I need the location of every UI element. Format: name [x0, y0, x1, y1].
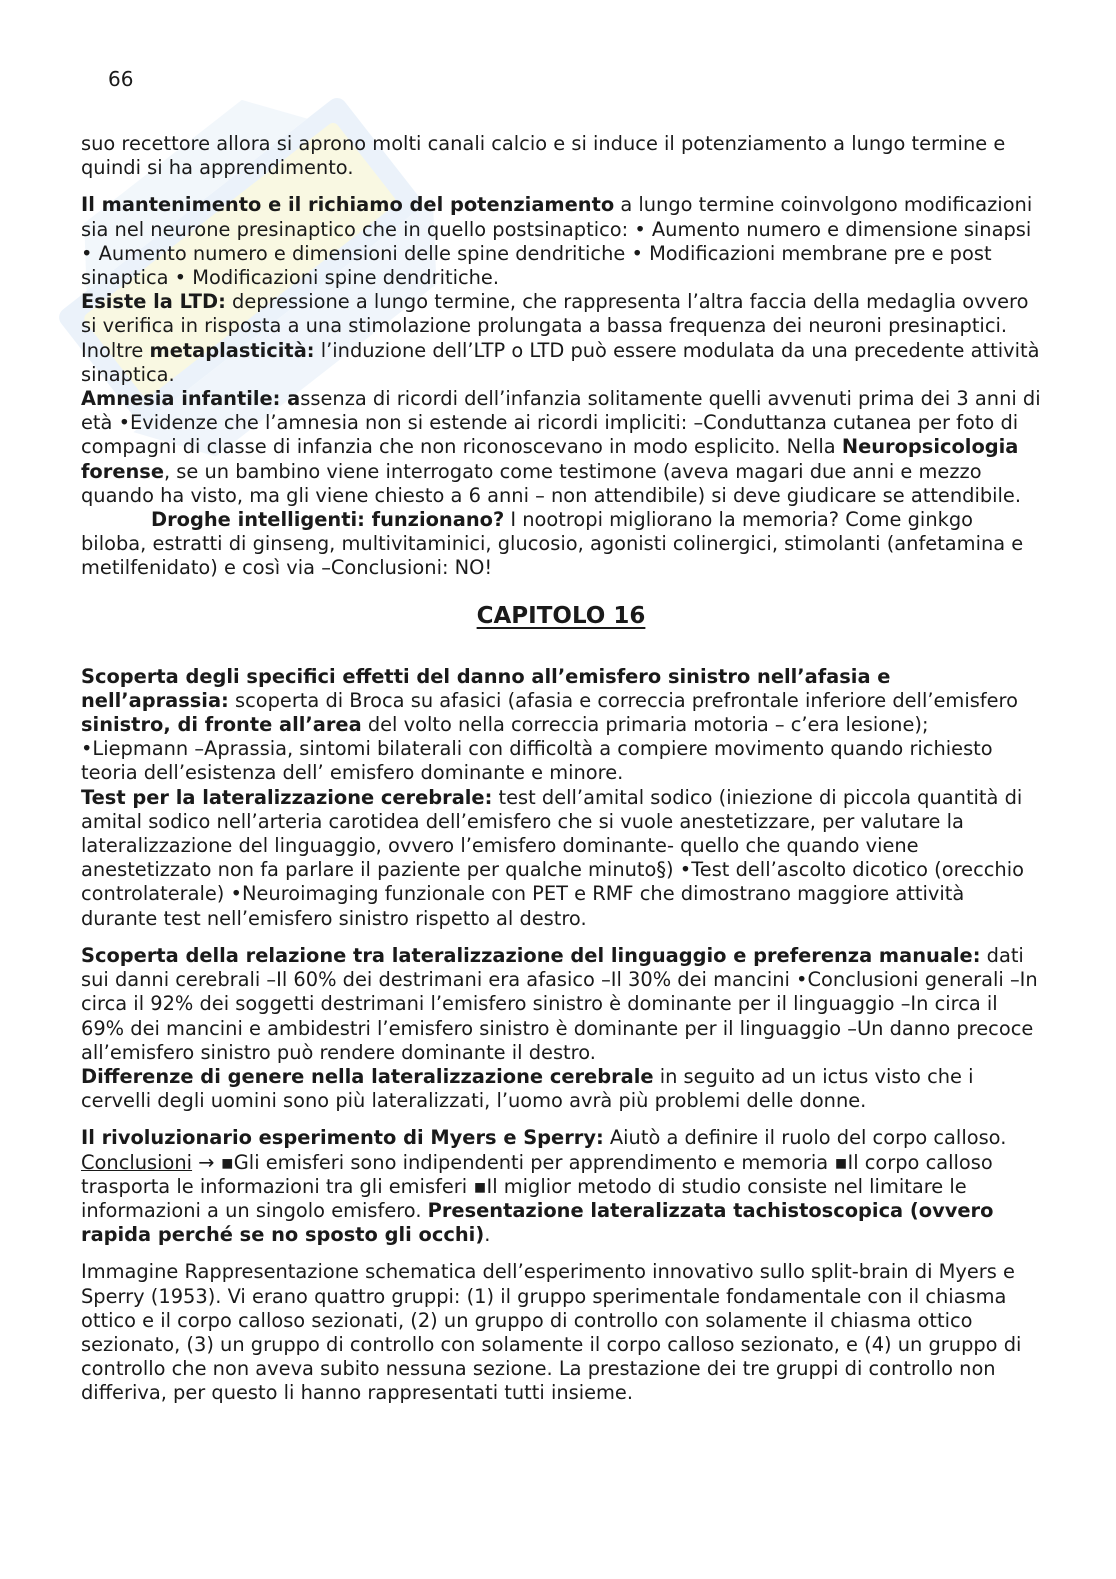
page-body	[81, 132, 1041, 1406]
paragraph-infantile-amnesia	[81, 387, 1041, 581]
bold-lead: Differenze di genere nella lateralizzazione cerebrale	[81, 1064, 654, 1088]
bold-lead: Il rivoluzionario esperimento di Myers e Sperry:	[81, 1126, 604, 1150]
bold-lead: Scoperta degli specifici effetti del danno all’emisfero sinistro nell’afasia e nell’aprassia:	[81, 664, 891, 712]
underlined-term: Conclusioni	[81, 1150, 193, 1174]
bold-term: Droghe intelligenti: funzionano?	[151, 508, 505, 532]
paragraph-text: a lungo termine coinvolgono modificazioni sia nel neurone presinaptico che in quello postsinaptico: • Aumento numero e dimensione sinapsi • Aumento numero e dimensioni delle spine dendritiche • Modificazioni membrane pre e post sinaptica • Modificazioni spine dendritiche.	[81, 193, 1033, 290]
paragraph-ltd	[81, 290, 1041, 387]
paragraph-maintenance	[81, 193, 1041, 290]
paragraph-text: ▪Gli emisferi sono indipendenti per apprendimento e memoria ▪Il corpo calloso trasporta le informazioni tra gli emisferi ▪Il miglior metodo di studio consiste nel limitare le informazioni a un singolo emisfero.	[81, 1150, 993, 1222]
paragraph-image-caption	[81, 1260, 1041, 1405]
paragraph-text: l’induzione dell’LTP o LTD può essere modulata da una precedente attività sinaptica.	[81, 338, 1040, 386]
bold-term: metaplasticità:	[149, 338, 315, 362]
paragraph-text: suo recettore allora si aprono molti canali calcio e si induce il potenziamento a lungo termine e quindi si ha apprendimento.	[81, 132, 1006, 180]
paragraph-text: I nootropi migliorano la memoria? Come ginkgo biloba, estratti di ginseng, multivitaminici, glucosio, agonisti colinergici, stimolanti (anfetamina e metilfenidato) e così via –Conclusioni: NO!	[81, 508, 1024, 580]
paragraph-text: test dell’amital sodico (iniezione di piccola quantità di amital sodico nell’arteria carotidea dell’emisfero che si vuole anestetizzare, per valutare la lateralizzazione del linguaggio, ovvero l’emisfero dominante- quello che quando viene anestetizzato non fa parlare il paziente per qualche minuto§) •Test dell’ascolto dicotico (orecchio controlaterale) •Neuroimaging funzionale con PET e RMF che dimostrano maggiore attività durante test nell’emisfero sinistro rispetto al destro.	[81, 785, 1024, 930]
paragraph-text: Immagine Rappresentazione schematica dell’esperimento innovativo sullo split-brain di Myers e Sperry (1953). Vi erano quattro gruppi: (1) il gruppo sperimentale fondamentale con il chiasma ottico e il corpo calloso sezionati, (2) un gruppo di controllo con solamente il chiasma ottico sezionato, (3) un gruppo di controllo con solamente il corpo calloso sezionato, e (4) un gruppo di controllo che non aveva subito nessuna sezione. La prestazione dei tre gruppi di controllo non differiva, per questo li hanno rappresentati tutti insieme.	[81, 1260, 1022, 1405]
paragraph-text: depressione a lungo termine, che rappresenta l’altra faccia della medaglia ovvero si verifica in risposta a una stimolazione prolungata a bassa frequenza dei neuroni presinaptici. Inoltre	[81, 290, 1029, 362]
paragraph-myers-sperry	[81, 1126, 1041, 1150]
paragraph-text: scoperta di Broca su afasici (afasia e correccia prefrontale inferiore dell’emisfero	[228, 688, 1018, 712]
arrow-icon: →	[192, 1150, 221, 1174]
bold-lead: Il mantenimento e il richiamo del potenziamento	[81, 193, 615, 217]
bold-term: sinistro, di fronte all’area	[81, 713, 362, 737]
paragraph-ltp-calcium	[81, 132, 1041, 180]
paragraph-text: dati sui danni cerebrali –Il 60% dei destrimani era afasico –Il 30% dei mancini •Conclusioni generali –In circa il 92% dei soggetti destrimani l’emisfero sinistro è dominante per il linguaggio –In circa il 69% dei mancini e ambidestri l’emisfero sinistro è dominante per il linguaggio –Un danno precoce all’emisfero sinistro può rendere dominante il destro.	[81, 943, 1038, 1064]
paragraph-lateralization-test	[81, 786, 1041, 931]
bold-lead: Scoperta della relazione tra lateralizzazione del linguaggio e preferenza manuale:	[81, 943, 981, 967]
paragraph-gender-differences	[81, 1065, 1041, 1113]
paragraph-conclusions	[81, 1151, 1041, 1248]
paragraph-text: ssenza di ricordi dell’infanzia solitamente quelli avvenuti prima dei 3 anni di età •Evidenze che l’amnesia non si estende ai ricordi impliciti: –Conduttanza cutanea per foto di compagni di classe di infanzia che non riconoscevano in modo esplicito. Nella	[81, 387, 1041, 459]
paragraph-text: .	[484, 1223, 491, 1247]
paragraph-text: Aiutò a definire il ruolo del corpo calloso.	[603, 1126, 1007, 1150]
bold-lead: Esiste la LTD:	[81, 290, 226, 314]
bold-term: Presentazione lateralizzata tachistoscopica (ovvero rapida perché se no sposto gli occhi)	[81, 1198, 994, 1247]
bold-lead: Test per la lateralizzazione cerebrale:	[81, 785, 493, 809]
paragraph-text: , se un bambino viene interrogato come testimone (aveva magari due anni e mezzo quando ha visto, ma gli viene chiesto a 6 anni – non attendibile) si deve giudicare se attendibile.	[81, 459, 1022, 507]
page-number: 66	[108, 67, 134, 91]
paragraph-broca	[81, 665, 1041, 786]
bold-lead: Amnesia infantile: a	[81, 387, 301, 411]
bold-term: Neuropsicologia forense	[81, 435, 1019, 483]
paragraph-handedness	[81, 944, 1041, 1065]
paragraph-text: in seguito ad un ictus visto che i cervelli degli uomini sono più lateralizzati, l’uomo avrà più problemi delle donne.	[81, 1064, 974, 1113]
paragraph-text: del volto nella correccia primaria motoria – c’era lesione); •Liepmann –Aprassia, sintomi bilaterali con difficoltà a compiere movimento quando richiesto teoria dell’esistenza dell’ emisfero dominante e minore.	[81, 713, 993, 785]
chapter-heading: CAPITOLO 16	[476, 602, 646, 629]
